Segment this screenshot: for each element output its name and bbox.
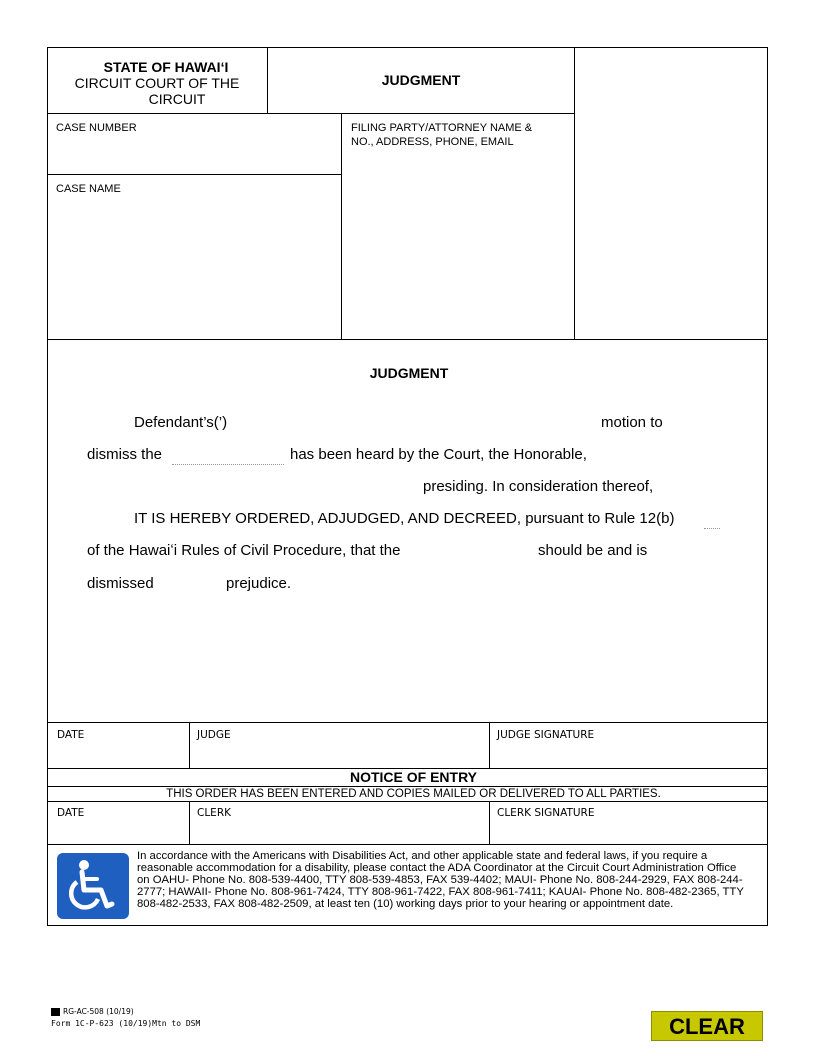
judge-field[interactable] [197,744,483,765]
case-name-label: CASE NAME [56,183,121,195]
court-stamp-area[interactable] [576,49,766,337]
body-text: prejudice. [226,575,292,592]
filing-party-label-line1: FILING PARTY/ATTORNEY NAME & [351,122,533,134]
clerk-signature-field[interactable] [497,822,763,841]
form-code [51,1007,134,1016]
accessibility-icon [51,1008,60,1016]
body-text: of the Hawaiʻi Rules of Civil Procedure, that the [87,542,401,559]
divider [489,801,490,844]
clerk-signature-label: CLERK SIGNATURE [497,807,595,819]
body-text: Defendant’s(’) [134,414,228,431]
divider [47,801,768,802]
state-name: STATE OF HAWAIʻI [103,59,229,75]
case-number-label: CASE NUMBER [56,122,137,134]
notice-text: THIS ORDER HAS BEEN ENTERED AND COPIES MAILED OR DELIVERED TO ALL PARTIES. [166,788,661,800]
body-text: motion to [601,414,663,431]
judge-signature-field[interactable] [497,744,763,765]
body-text: presiding. In consideration thereof, [423,478,654,495]
divider [47,722,768,723]
ada-notice-text: In accordance with the Americans with Disabilities Act, and other applicable state and federal laws, if you require a reasonable accommodation for a disability, please contact the ADA Coordinator at the Circuit Court Administration Office on OAHU- Phone No. 808-539-4400, TTY 808-539-4853, FAX 539-4402; MAUI- Phone No. 808-244-2929, FAX 808-244-2777; HAWAII- Phone No. 808-961-7424, TTY 808-961-7422, FAX 808-961-7411; KAUAI- Phone No. 808-482-2365, TTY 808-482-2533, FAX 808-482-2509, at least ten (10) working days prior to your hearing or appointment date. [137,850,744,910]
form-name: Form 1C-P-623 (10/19)Mtn to DSM [51,1019,201,1028]
court-circuit: CIRCUIT [148,91,206,107]
defendant-field[interactable] [240,412,595,433]
judgment-heading: JUDGMENT [369,365,449,381]
clear-button[interactable]: CLEAR [651,1011,763,1041]
filing-party-label [351,121,532,149]
notice-title: NOTICE OF ENTRY [349,769,478,785]
form-code-text: RG-AC-508 (10/19) [63,1007,134,1016]
filing-party-field[interactable] [351,152,569,335]
clerk-date-label: DATE [57,807,85,819]
divider [47,174,341,175]
divider [189,801,190,844]
judge-label: JUDGE [197,729,231,741]
body-text: dismissed [87,575,154,592]
case-name-field[interactable] [56,198,336,335]
court-name: CIRCUIT COURT OF THE [74,75,240,91]
divider [489,722,490,768]
prejudice-field[interactable] [162,573,222,594]
wheelchair-icon-graphic [57,853,129,919]
body-text: should be and is [538,542,648,559]
divider [47,339,768,340]
divider [189,722,190,768]
clerk-field[interactable] [197,822,483,841]
pleading-field[interactable] [172,444,284,465]
rule-subsection-field[interactable] [704,510,720,529]
dismissed-item-field[interactable] [426,540,532,561]
date-field[interactable] [57,744,185,765]
divider [47,113,574,114]
court-header [50,59,264,107]
body-text: dismiss the [87,446,163,463]
body-text: IT IS HEREBY ORDERED, ADJUDGED, AND DECREED, pursuant to Rule 12(b) [134,510,675,527]
filing-party-label-line2: NO., ADDRESS, PHONE, EMAIL [351,136,514,148]
clerk-label: CLERK [197,807,231,819]
divider [574,47,575,339]
document-title: JUDGMENT [381,72,461,88]
divider [47,844,768,845]
judge-signature-label: JUDGE SIGNATURE [497,729,595,741]
body-text: has been heard by the Court, the Honorable, [290,446,587,463]
divider [341,113,342,339]
case-number-field[interactable] [56,138,336,171]
judge-name-field[interactable] [87,476,417,497]
wheelchair-icon [57,853,129,919]
date-label: DATE [57,729,85,741]
clerk-date-field[interactable] [57,822,185,841]
